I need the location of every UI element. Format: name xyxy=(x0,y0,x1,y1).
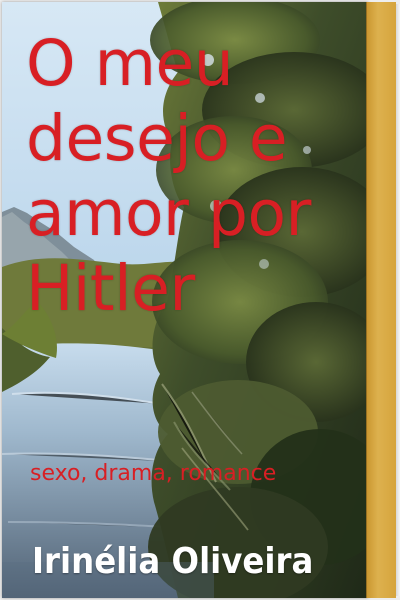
book-spine xyxy=(366,2,396,598)
page-edge xyxy=(396,4,400,596)
book-subtitle: sexo, drama, romance xyxy=(30,461,277,486)
book-title: O meu desejo e amor por Hitler xyxy=(26,27,311,325)
book-author: Irinélia Oliveira xyxy=(32,541,314,582)
cover-front xyxy=(2,2,368,598)
